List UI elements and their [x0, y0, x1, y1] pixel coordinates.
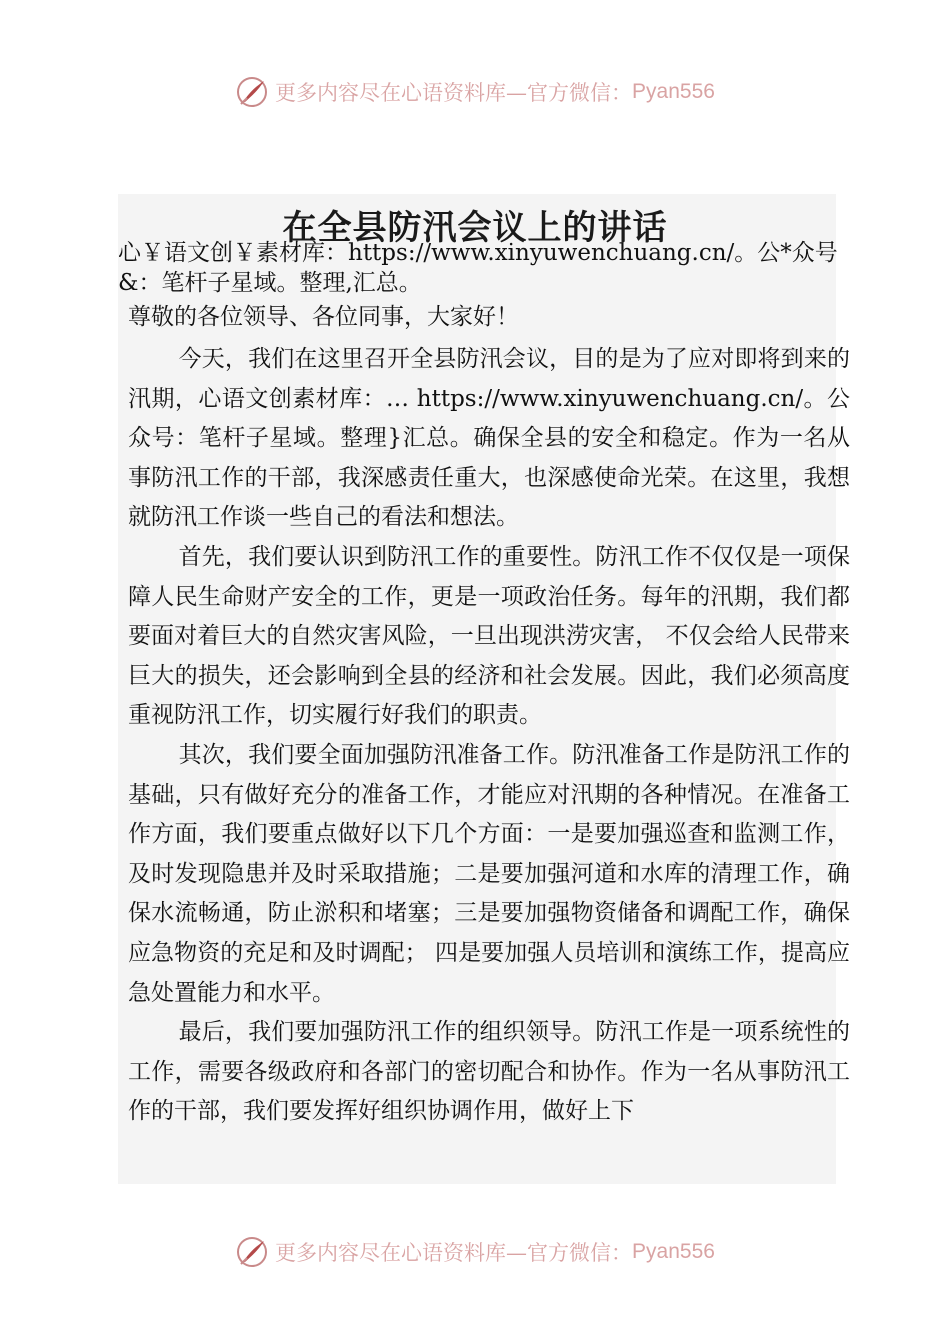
source-note: 心￥语文创￥素材库：https://www.xinyuwenchuang.cn/。公*众号&：笔杆子星域。整理,汇总。 — [118, 240, 838, 296]
header-banner — [0, 72, 950, 112]
banner-text: 更多内容尽在心语资料库—官方微信： — [275, 81, 633, 105]
document-title: 在全县防汛会议上的讲话 — [282, 208, 668, 248]
banner-text: 更多内容尽在心语资料库—官方微信： — [275, 1241, 633, 1265]
banner-wechat-id: Pyan556 — [632, 80, 715, 103]
greeting: 尊敬的各位领导、各位同事，大家好！ — [128, 304, 519, 330]
paragraph: 最后，我们要加强防汛工作的组织领导。防汛工作是一项系统性的工作，需要各级政府和各部门的密切配合和协作。作为一名从事防汛工作的干部，我们要发挥好组织协调作用，做好上下 — [128, 1019, 850, 1125]
document-body — [128, 340, 850, 1132]
banner-wechat-id: Pyan556 — [632, 1240, 715, 1263]
footer-banner — [0, 1232, 950, 1272]
paragraph: 今天，我们在这里召开全县防汛会议，目的是为了应对即将到来的汛期，心语文创素材库：… https://www.xinyuwenchuang.cn/。公众号：笔杆子星域。整理}汇总。确保全县的安全和稳定。作为一名从事防汛工作的干部，我深感责任重大，也深感使命光荣。在这里，我想就防汛工作谈一些自己的看法和想法。 — [128, 346, 850, 531]
quill-logo-icon — [235, 1235, 269, 1269]
paragraph: 首先，我们要认识到防汛工作的重要性。防汛工作不仅仅是一项保障人民生命财产安全的工作，更是一项政治任务。每年的汛期，我们都要面对着巨大的自然灾害风险，一旦出现洪涝灾害， 不仅会给人民带来巨大的损失，还会影响到全县的经济和社会发展。因此，我们必须高度重视防汛工作，切实履行好我们的职责。 — [128, 543, 850, 729]
paragraph: 其次，我们要全面加强防汛准备工作。防汛准备工作是防汛工作的基础，只有做好充分的准备工作，才能应对汛期的各种情况。在准备工作方面，我们要重点做好以下几个方面：一是要加强巡查和监测工作，及时发现隐患并及时采取措施；二是要加强河道和水库的清理工作，确保水流畅通，防止淤积和堵塞；三是要加强物资储备和调配工作，确保应急物资的充足和及时调配； 四是要加强人员培训和演练工作，提高应急处置能力和水平。 — [128, 741, 850, 1006]
quill-logo-icon — [235, 75, 269, 109]
